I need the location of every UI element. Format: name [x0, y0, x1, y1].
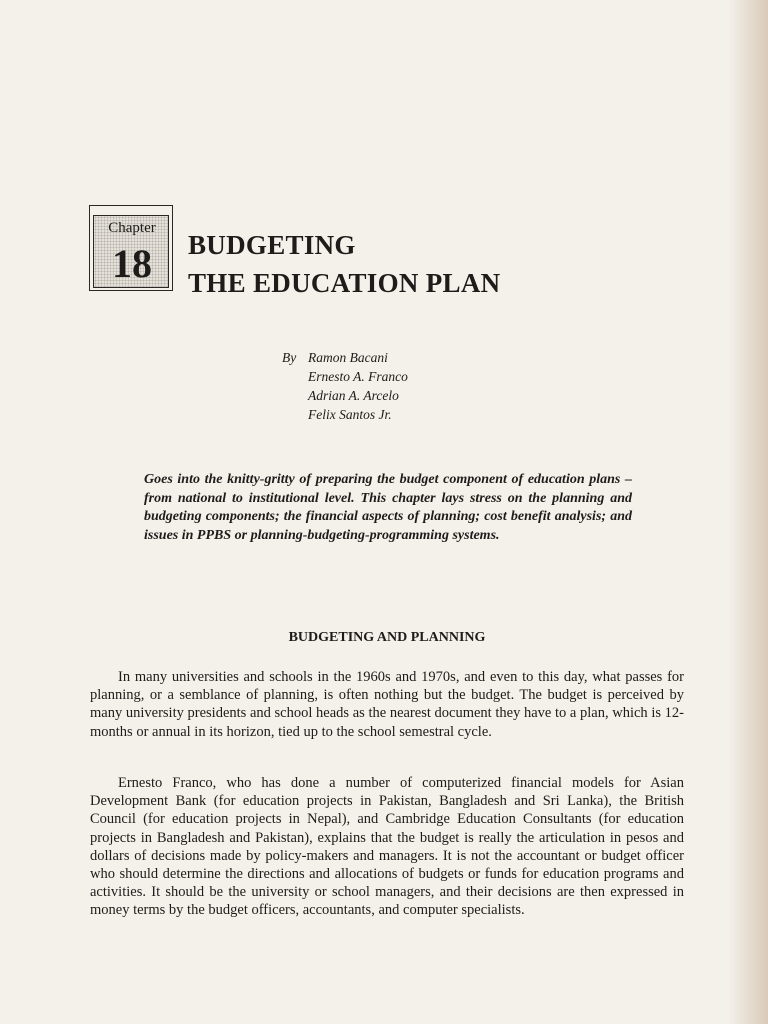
- chapter-number-box: [89, 205, 173, 291]
- author-name: Ernesto A. Franco: [308, 369, 408, 384]
- chapter-title: [188, 226, 500, 302]
- chapter-label: Chapter: [108, 220, 156, 236]
- author-name: Adrian A. Arcelo: [308, 388, 399, 403]
- chapter-title-line-1: BUDGETING: [188, 230, 356, 260]
- author-byline: [282, 348, 408, 424]
- chapter-title-line-2: THE EDUCATION PLAN: [188, 268, 501, 298]
- body-paragraph: Ernesto Franco, who has done a number of computerized financial models for Asian Development Bank (for education projects in Pakistan, Bangladesh and Sri Lanka), the British Council (for education projects in Nepal), and Cambridge Education Consultants (for education projects in Bangladesh and Pakistan), explains that the budget is really the articulation in pesos and dollars of decisions made by policy-makers and managers. It is not the accountant or budget officer who should determine the directions and allocations of budgets or funds for education programs and activities. It should be the university or school managers, and their decisions are then expressed in money terms by the budget officers, accountants, and computer specialists.: [90, 775, 684, 919]
- body-paragraph: In many universities and schools in the 1960s and 1970s, and even to this day, what passes for planning, or a semblance of planning, is often nothing but the budget. The budget is perceived by many university presidents and school heads as the nearest document they have to a plan, which is 12-months or annual in its horizon, tied up to the school semestral cycle.: [90, 669, 684, 740]
- chapter-abstract: Goes into the knitty-gritty of preparing the budget component of education plans – from national to institutional level. This chapter lays stress on the planning and budgeting components; the financial aspects of planning; cost benefit analysis; and issues in PPBS or planning-budgeting-programming systems.: [144, 472, 632, 543]
- byline-by: By: [282, 350, 297, 365]
- chapter-number: 18: [112, 241, 152, 286]
- author-name: Ramon Bacani: [308, 350, 388, 365]
- author-name: Felix Santos Jr.: [308, 407, 392, 422]
- section-heading: BUDGETING AND PLANNING: [288, 630, 486, 645]
